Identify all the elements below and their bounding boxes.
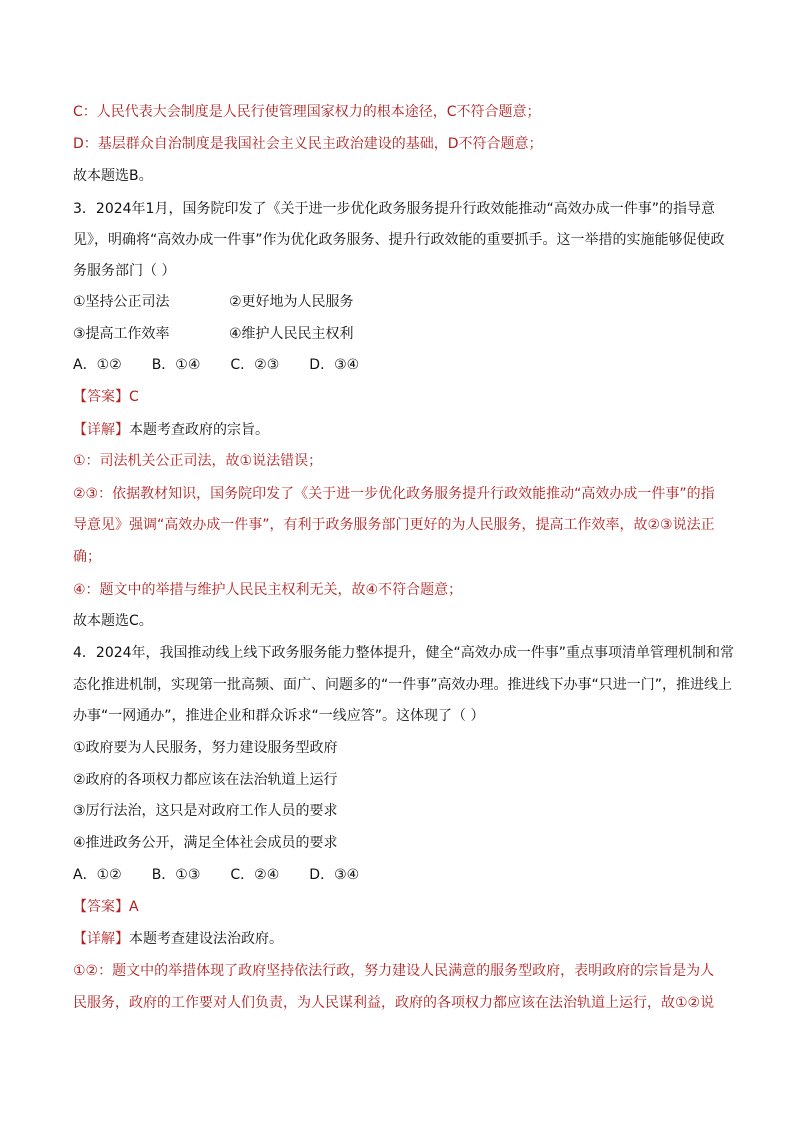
q3-option-1: ①坚持公正司法 xyxy=(73,294,170,310)
q4-answer-value: A xyxy=(129,899,139,915)
q3-answer xyxy=(73,387,139,407)
previous-conclusion: 故本题选B。 xyxy=(73,168,153,184)
q4-choices xyxy=(73,865,389,885)
q3-detail-label: 【详解】 xyxy=(73,422,129,438)
q3-detail-intro: 本题考查政府的宗旨。 xyxy=(129,422,269,438)
q3-answer-value: C xyxy=(129,389,139,405)
q4-choice-d: D．③④ xyxy=(309,867,360,883)
q3-explanation-3: ④：题文中的举措与维护人民民主权利无关，故④不符合题意； xyxy=(73,582,463,598)
q3-explanation-2-line-2: 导意见》强调“高效办成一件事”，有利于政务服务部门更好的为人民服务，提高工作效率，故②③说法正 xyxy=(73,517,715,533)
q3-stem-line-3: 务服务部门（ ） xyxy=(73,263,176,279)
q4-explanation-1-line-1: ①②：题文中的举措体现了政府坚持依法行政，努力建设人民满意的服务型政府，表明政府的宗旨是为人 xyxy=(73,963,715,979)
explanation-c-line: C：人民代表大会制度是人民行使管理国家权力的根本途径，C不符合题意； xyxy=(73,104,541,120)
q4-detail-label: 【详解】 xyxy=(73,931,129,947)
q4-answer-label: 【答案】 xyxy=(73,899,129,915)
q4-option-1: ①政府要为人民服务，努力建设服务型政府 xyxy=(73,740,338,756)
q3-explanation-2-line-3: 确； xyxy=(73,549,101,565)
q4-choice-a: A．①② xyxy=(73,867,122,883)
q3-choice-c: C．②③ xyxy=(230,357,280,373)
q4-option-2: ②政府的各项权力都应该在法治轨道上运行 xyxy=(73,772,338,788)
q3-explanation-2-line-1: ②③：依据教材知识，国务院印发了《关于进一步优化政务服务提升行政效能推动“高效办成一件事”的指 xyxy=(73,486,715,502)
q3-detail xyxy=(73,420,269,440)
q3-option-3: ③提高工作效率 xyxy=(73,326,170,342)
q4-stem-line-3: 办事“一网通办”，推进企业和群众诉求“一线应答”。这体现了（ ） xyxy=(73,708,485,724)
q4-choice-c: C．②④ xyxy=(230,867,280,883)
q4-answer xyxy=(73,897,139,917)
q3-option-2: ②更好地为人民服务 xyxy=(229,294,354,310)
q3-stem-line-2: 见》，明确将“高效办成一件事”作为优化政务服务、提升行政效能的重要抓手。这一举措的实施能够促使政 xyxy=(73,232,725,248)
q4-stem-line-1: 4．2024年，我国推动线上线下政务服务能力整体提升，健全“高效办成一件事”重点事项清单管理机制和常 xyxy=(73,645,735,661)
q3-option-row-2 xyxy=(73,324,473,344)
q3-choice-a: A．①② xyxy=(73,357,122,373)
q3-answer-label: 【答案】 xyxy=(73,389,129,405)
q3-choice-d: D．③④ xyxy=(309,357,360,373)
q3-option-4: ④维护人民民主权利 xyxy=(229,326,354,342)
q4-explanation-1-line-2: 民服务，政府的工作要对人们负责，为人民谋利益，政府的各项权力都应该在法治轨道上运行，故①②说 xyxy=(73,995,715,1011)
q3-stem-line-1: 3．2024年1月，国务院印发了《关于进一步优化政务服务提升行政效能推动“高效办成一件事”的指导意 xyxy=(73,201,715,217)
q3-explanation-1: ①：司法机关公正司法，故①说法错误； xyxy=(73,453,323,469)
q3-option-row-1 xyxy=(73,292,473,312)
q4-detail xyxy=(73,929,283,949)
q3-choice-b: B．①④ xyxy=(151,357,201,373)
q4-option-3: ③厉行法治，这只是对政府工作人员的要求 xyxy=(73,803,338,819)
q4-option-4: ④推进政务公开，满足全体社会成员的要求 xyxy=(73,835,338,851)
q4-stem-line-2: 态化推进机制，实现第一批高频、面广、问题多的“一件事”高效办理。推进线下办事“只进一门”，推进线上 xyxy=(73,677,733,693)
explanation-d-line: D：基层群众自治制度是我国社会主义民主政治建设的基础，D不符合题意； xyxy=(73,136,543,152)
q3-choices xyxy=(73,355,389,375)
q3-conclusion: 故本题选C。 xyxy=(73,613,153,629)
q4-detail-intro: 本题考查建设法治政府。 xyxy=(129,931,283,947)
q4-choice-b: B．①③ xyxy=(151,867,201,883)
